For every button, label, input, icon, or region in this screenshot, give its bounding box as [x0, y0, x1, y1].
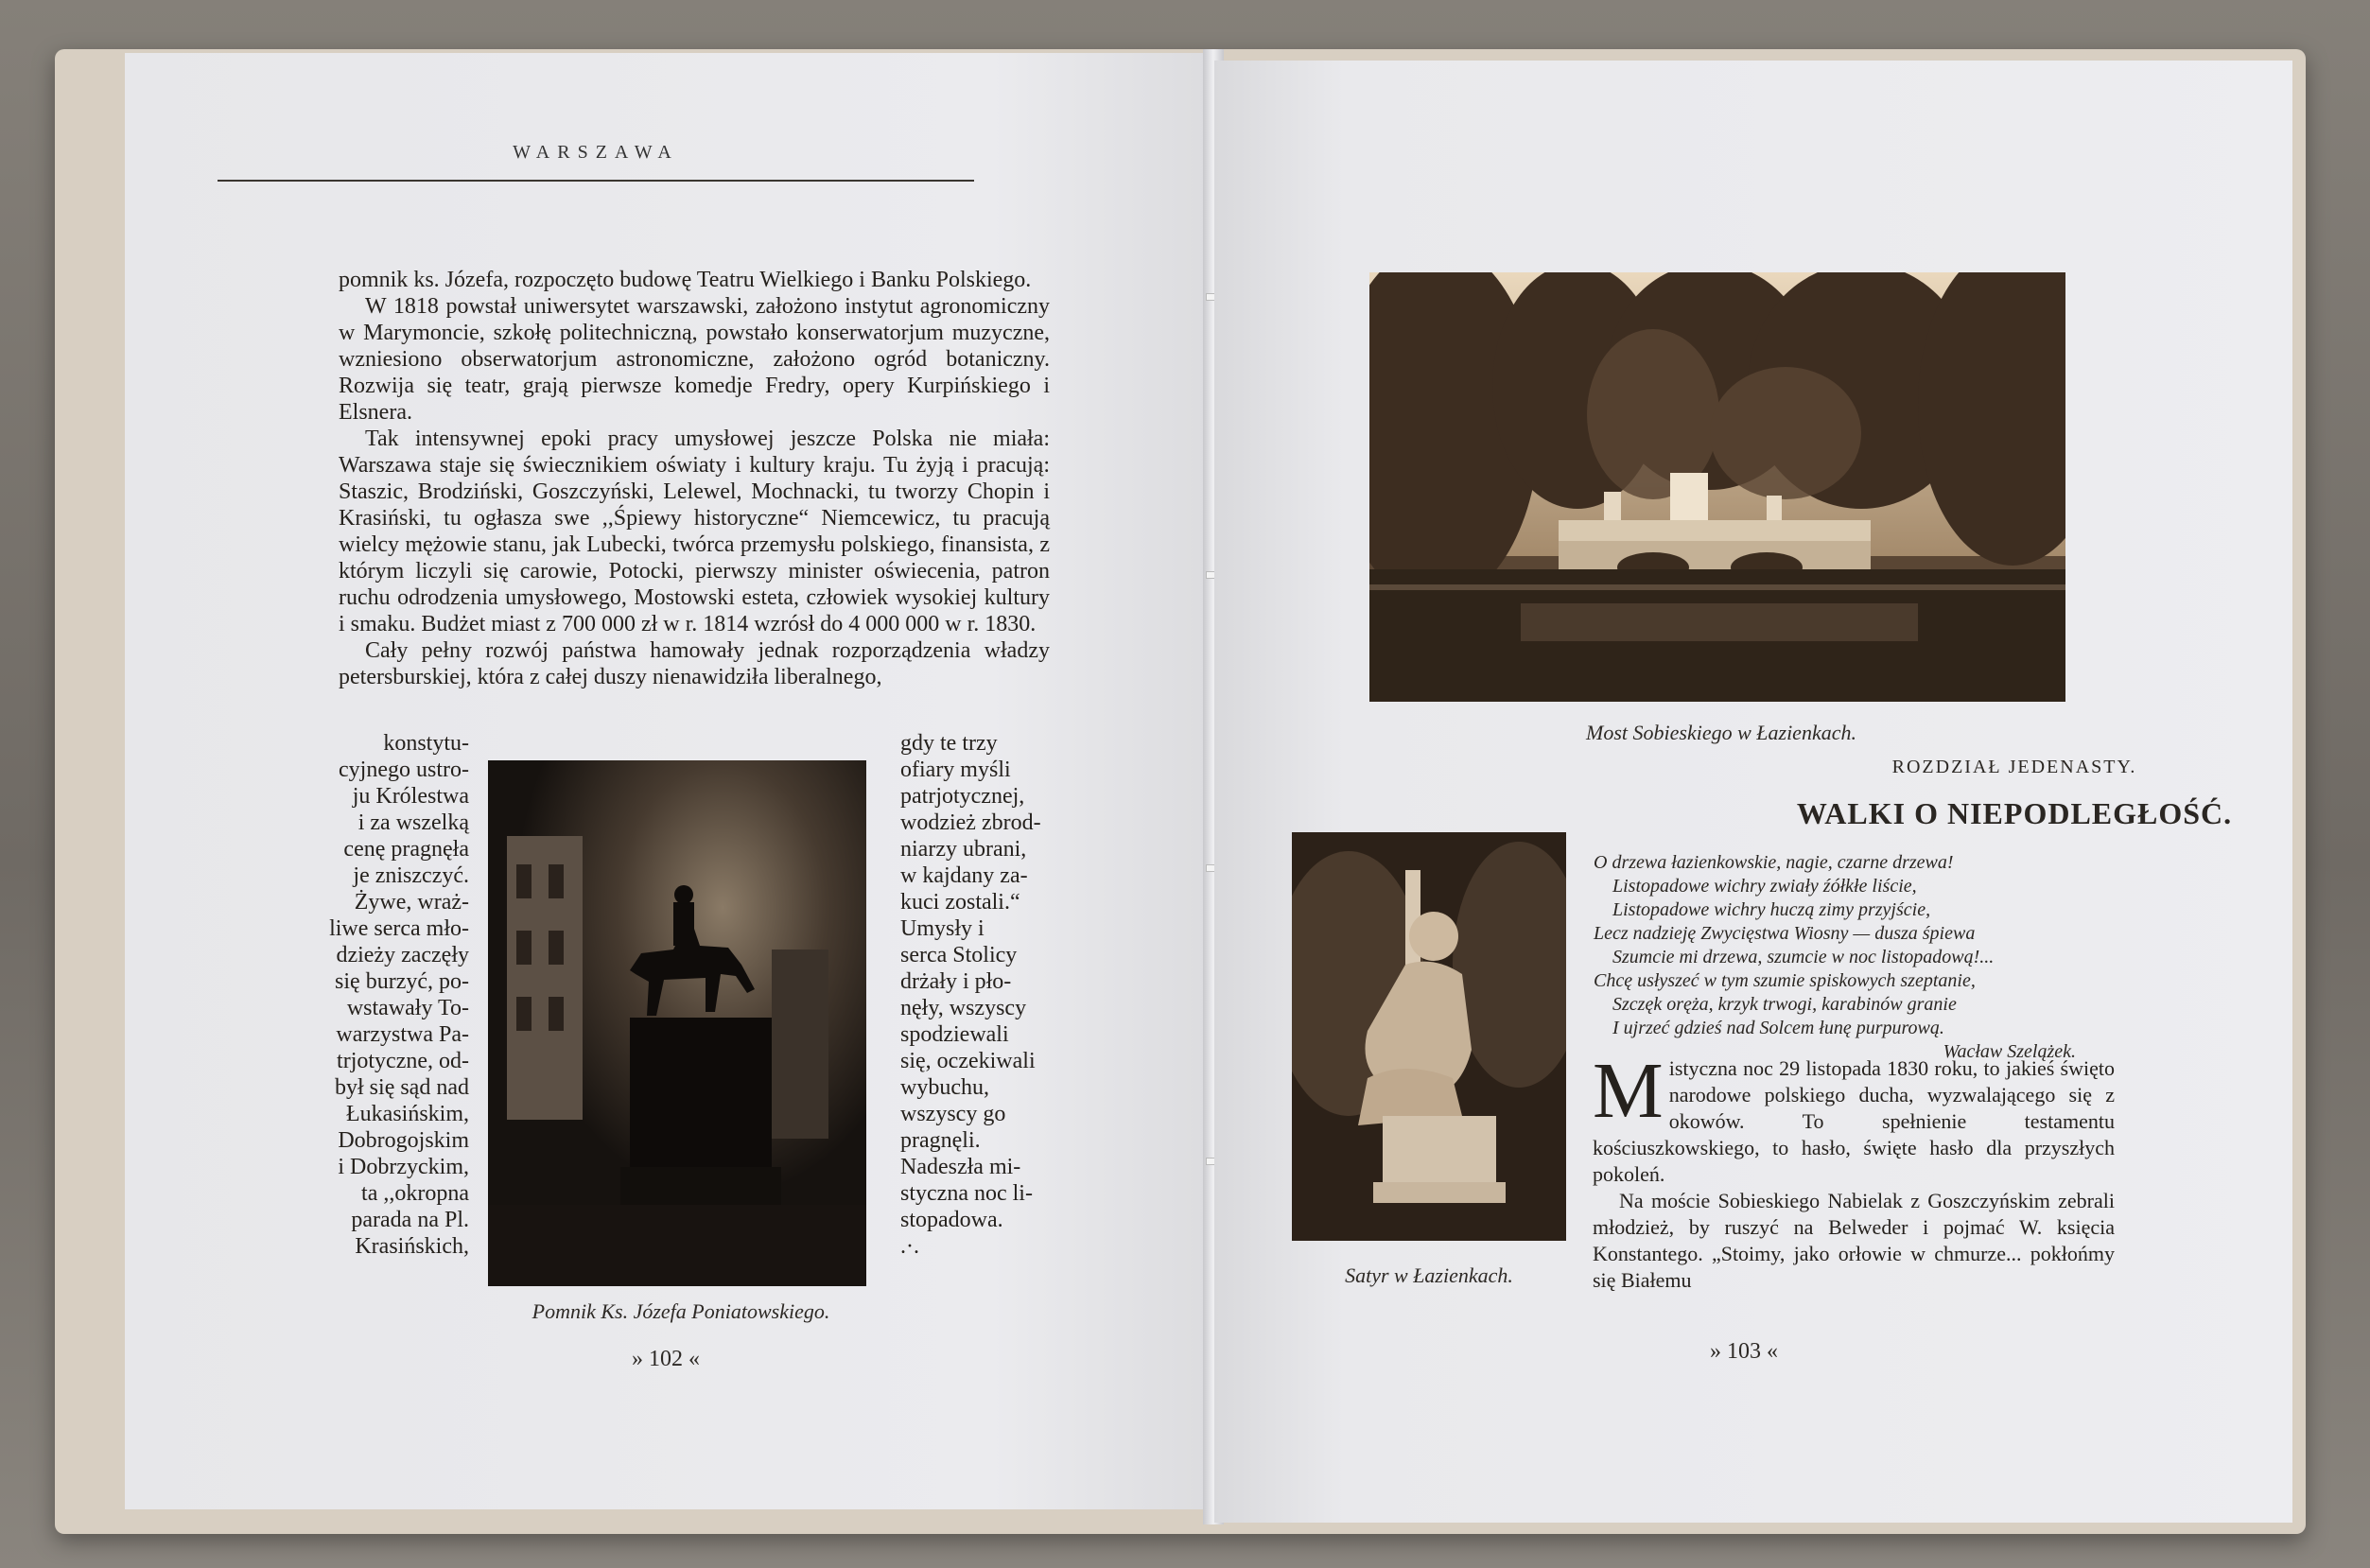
- chapter-label: ROZDZIAŁ JEDENASTY.: [1891, 757, 2137, 777]
- satyr-sculpture-photo: [1292, 832, 1566, 1241]
- column-line: i Dobrzyckim,: [338, 1155, 469, 1179]
- poniatowski-monument-photo: [488, 760, 866, 1286]
- column-line: trjotyczne, od-: [337, 1049, 469, 1073]
- running-head: WARSZAWA: [513, 142, 679, 163]
- verse-author: Wacław Szelążek.: [1943, 1041, 2076, 1062]
- column-line: się, oczekiwali: [900, 1049, 1036, 1073]
- left-narrow-column: [284, 730, 469, 1260]
- verse-line: Szczęk oręża, krzyk trwogi, karabinów granie: [1612, 994, 1957, 1015]
- chapter-title: WALKI O NIEPODLEGŁOŚĆ.: [1796, 796, 2233, 830]
- column-line: wybuchu,: [900, 1075, 989, 1100]
- column-line: Krasińskich,: [355, 1234, 469, 1259]
- verse-line: I ujrzeć gdzieś nad Solcem łunę purpurową.: [1612, 1018, 1944, 1038]
- column-line: pragnęli.: [900, 1128, 981, 1153]
- column-line: patrjotycznej,: [900, 784, 1025, 809]
- column-line: wszyscy go: [900, 1102, 1006, 1126]
- paragraph: Na moście Sobieskiego Nabielak z Goszczyńskim zebrali młodzież, by ruszyć na Belweder i pojmać W. księcia Konstantego. „Stoimy, jako orłowie w chmurze... pokłońmy się Białemu: [1593, 1189, 2115, 1292]
- satyr-photo-caption: Satyr w Łazienkach.: [1345, 1263, 1513, 1287]
- column-line: Umysły i: [900, 916, 985, 941]
- column-line: .·.: [900, 1234, 919, 1259]
- column-line: Dobrogojskim: [338, 1128, 469, 1153]
- column-line: gdy te trzy: [900, 731, 998, 756]
- column-line: konstytu-: [383, 731, 469, 756]
- right-narrow-column: [900, 730, 1054, 1260]
- column-line: drżały i pło-: [900, 969, 1012, 994]
- bridge-photo-caption: Most Sobieskiego w Łazienkach.: [1586, 721, 1856, 744]
- verse-line: Szumcie mi drzewa, szumcie w noc listopadową!...: [1612, 947, 1995, 967]
- column-line: je zniszczyć.: [353, 863, 469, 888]
- column-line: nęły, wszyscy: [900, 996, 1027, 1020]
- column-line: cyjnego ustro-: [339, 758, 469, 782]
- column-line: ju Królestwa: [352, 784, 469, 809]
- paragraph: pomnik ks. Józefa, rozpoczęto budowę Teatru Wielkiego i Banku Polskiego.: [339, 268, 1032, 292]
- verse-line: Listopadowe wichry zwiały źółkłe liście,: [1612, 876, 1917, 897]
- column-line: stopadowa.: [900, 1208, 1003, 1232]
- paragraph: istyczna noc 29 listopada 1830 roku, to jakieś święto narodowe polskiego ducha, wyzwalającego się z okowów. To spełnienie testamentu kościuszkowskiego, to hasło, święte hasło dla przyszłych pokoleń.: [1593, 1056, 2115, 1186]
- drop-cap: M: [1593, 1047, 1664, 1135]
- column-line: Nadeszła mi-: [900, 1155, 1021, 1179]
- column-line: liwe serca mło-: [329, 916, 469, 941]
- column-line: ta ,,okropna: [361, 1181, 469, 1206]
- column-line: niarzy ubrani,: [900, 837, 1027, 862]
- page-number-left: » 102 «: [632, 1347, 700, 1371]
- left-body-text: [339, 267, 1050, 690]
- sobieski-bridge-photo: [1369, 272, 2065, 702]
- verse-line: O drzewa łazienkowskie, nagie, czarne drzewa!: [1594, 852, 1954, 873]
- column-line: spodziewali: [900, 1022, 1009, 1047]
- paragraph: Tak intensywnej epoki pracy umysłowej jeszcze Polska nie miała: Warszawa staje się świecznikiem oświaty i kultury kraju. Tu żyją i pracują: Staszic, Brodziński, Goszczyński, Lelewel, Mochnacki, tu tworzy Chopin i Krasiński, tu ogłasza swe ,,Śpiewy historyczne“ Niemcewicz, tu pracują wielcy mężowie stanu, jak Lubecki, twórca przemysłu polskiego, finansista, z którym liczyli się carowie, Potocki, pierwszy minister oświecenia, patron ruchu odrodzenia umysłowego, Mostowski esteta, człowiek wysokiej kultury i smaku. Budżet miast z 700 000 zł w r. 1814 wzrósł do 4 000 000 w r. 1830.: [339, 427, 1050, 636]
- page-number-right: » 103 «: [1710, 1339, 1778, 1364]
- column-line: Żywe, wraż-: [354, 890, 469, 915]
- column-line: styczna noc li-: [900, 1181, 1033, 1206]
- column-line: Łukasińskim,: [346, 1102, 469, 1126]
- column-line: był się sąd nad: [335, 1075, 469, 1100]
- column-line: parada na Pl.: [351, 1208, 469, 1232]
- head-rule: [218, 180, 974, 182]
- column-line: serca Stolicy: [900, 943, 1018, 967]
- verse-line: Lecz nadzieję Zwycięstwa Wiosny — dusza śpiewa: [1594, 923, 1976, 944]
- column-line: i za wszelką: [357, 810, 469, 835]
- column-line: w kajdany za-: [900, 863, 1028, 888]
- column-line: dzieży zaczęły: [336, 943, 469, 967]
- poniatowski-photo-caption: Pomnik Ks. Józefa Poniatowskiego.: [532, 1299, 830, 1323]
- column-line: się burzyć, po-: [335, 969, 469, 994]
- column-line: ofiary myśli: [900, 758, 1011, 782]
- paragraph: W 1818 powstał uniwersytet warszawski, założono instytut agronomiczny w Marymoncie, szkołę politechniczną, powstało konserwatorjum muzyczne, wzniesiono obserwatorjum astronomiczne, założono ogród botaniczny. Rozwija się teatr, grają pierwsze komedje Fredry, opery Kurpińskiego i Elsnera.: [339, 294, 1050, 425]
- poem-epigraph: [1594, 851, 2085, 1064]
- column-line: wodzież zbrod-: [900, 810, 1041, 835]
- column-line: kuci zostali.“: [900, 890, 1020, 915]
- paragraph: Cały pełny rozwój państwa hamowały jednak rozporządzenia władzy petersburskiej, która z całej duszy nienawidziła liberalnego,: [339, 638, 1050, 689]
- column-line: warzystwa Pa-: [336, 1022, 469, 1047]
- column-line: cenę pragnęła: [343, 837, 469, 862]
- verse-line: Chcę usłyszeć w tym szumie spiskowych szeptanie,: [1594, 970, 1976, 991]
- column-line: wstawały To-: [346, 996, 469, 1020]
- verse-line: Listopadowe wichry huczą zimy przyjście,: [1612, 899, 1931, 920]
